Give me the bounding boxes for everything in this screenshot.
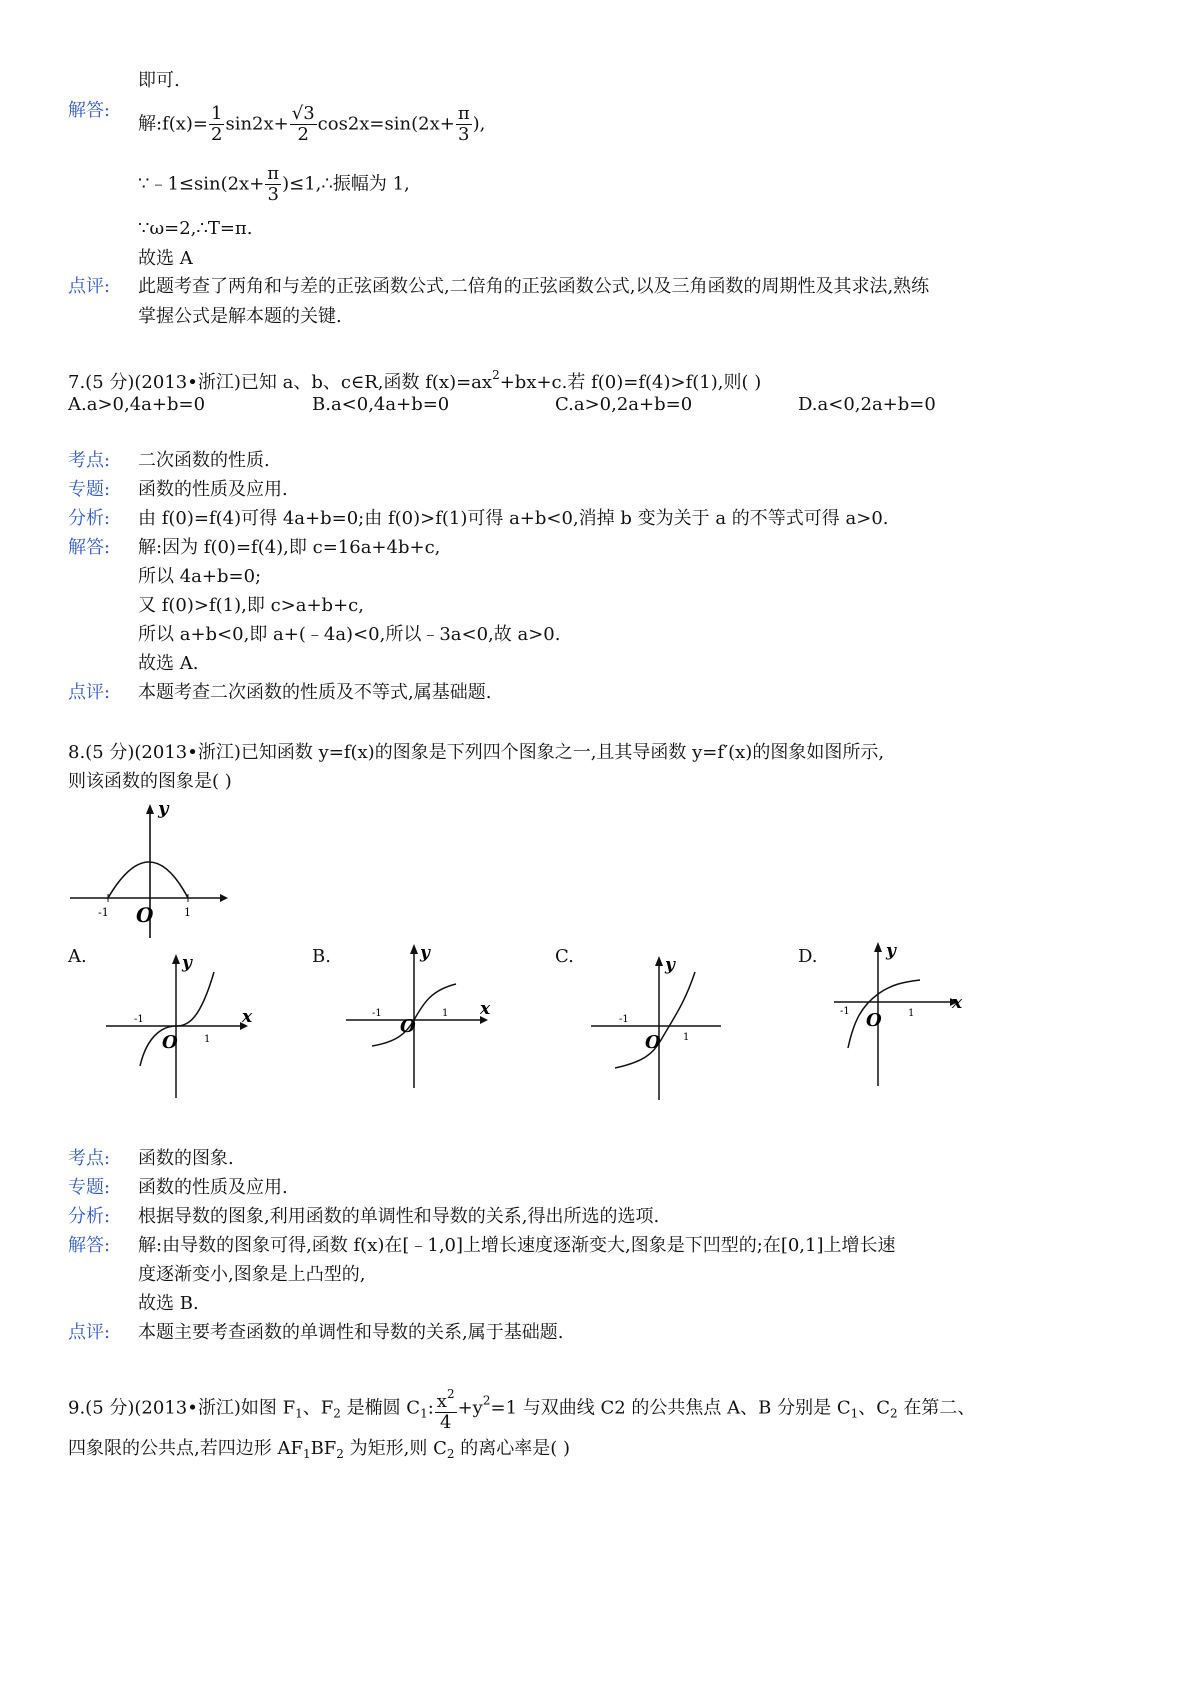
y-label: y — [182, 953, 192, 973]
fraction — [265, 164, 281, 205]
superscript: 2 — [482, 1393, 491, 1408]
q7-jieda-3: 又 f(0)>f(1),即 c>a+b+c, — [138, 595, 364, 616]
numerator — [435, 1384, 457, 1413]
q8-option-a-label: A. — [68, 946, 87, 967]
q8-fenxi: 根据导数的图象,利用函数的单调性和导数的关系,得出所选的选项. — [138, 1206, 660, 1227]
q7-option-c: C.a>0,2a+b=0 — [555, 394, 693, 415]
q7-option-a: A.a>0,4a+b=0 — [68, 394, 206, 415]
q7-jieda-2: 所以 4a+b=0; — [138, 566, 262, 587]
q8-kaodian: 函数的图象. — [138, 1148, 234, 1169]
numerator: √3 — [291, 103, 315, 124]
denominator: 2 — [211, 124, 223, 145]
y-axis-arrow — [172, 954, 180, 964]
fraction — [209, 104, 224, 145]
q8-option-c-label: C. — [555, 946, 574, 967]
q8-kaodian-label: 考点: — [68, 1148, 111, 1169]
fraction — [435, 1384, 457, 1433]
option-d-graph — [830, 936, 990, 1088]
origin-label: O — [400, 1016, 416, 1037]
q8-fenxi-label: 分析: — [68, 1206, 111, 1227]
origin-label: O — [136, 903, 154, 927]
q7-option-d: D.a<0,2a+b=0 — [798, 394, 936, 415]
y-axis-arrow — [655, 956, 663, 966]
text: +y — [457, 1397, 483, 1419]
tick-label-minus-one: -1 — [98, 906, 109, 919]
text: ), — [472, 113, 486, 135]
q8-dianping-label: 点评: — [68, 1322, 111, 1343]
origin-label: O — [162, 1032, 178, 1053]
q7-stem — [68, 362, 761, 396]
text: 解:f(x)= — [138, 113, 209, 135]
numerator: π — [267, 163, 280, 184]
answer-label: 解答: — [68, 100, 111, 121]
text: 是椭圆 C — [340, 1397, 421, 1419]
x-label: x — [952, 993, 963, 1013]
tick-label-one: 1 — [204, 1034, 211, 1045]
tick-label-one: 1 — [683, 1032, 690, 1043]
subscript: 2 — [890, 1406, 898, 1421]
text: 的离心率是( ) — [454, 1438, 571, 1459]
text: +bx+c.若 f(0)=f(4)>f(1),则( ) — [499, 372, 762, 393]
q7-zhuanti-label: 专题: — [68, 479, 111, 500]
q7-jieda-5: 故选 A. — [138, 653, 199, 674]
q8-jieda-2: 度逐渐变小,图象是上凸型的, — [138, 1264, 366, 1285]
denominator: 3 — [267, 184, 279, 205]
q7-jieda-1: 解:因为 f(0)=f(4),即 c=16a+4b+c, — [138, 537, 441, 558]
text: 7.(5 分)(2013•浙江)已知 a、b、c∈R,函数 f(x)=ax — [68, 372, 493, 393]
q8-jieda-3: 故选 B. — [138, 1293, 199, 1314]
q8-jieda-label: 解答: — [68, 1235, 111, 1256]
option-c-graph — [585, 950, 745, 1102]
text: cos2x=sin(2x+ — [317, 113, 455, 135]
origin-label: O — [645, 1032, 661, 1053]
q8-zhuanti-label: 专题: — [68, 1177, 111, 1198]
answer-line-2 — [138, 164, 410, 205]
q8-zhuanti: 函数的性质及应用. — [138, 1177, 288, 1198]
tick-label-one: 1 — [442, 1008, 449, 1019]
text: =1 与双曲线 C2 的公共焦点 A、B 分别是 C — [490, 1397, 851, 1419]
q8-jieda-1: 解:由导数的图象可得,函数 f(x)在[﹣1,0]上增长速度逐渐变大,图象是下凹型的;在[0,1]上增长速 — [138, 1235, 896, 1256]
q7-kaodian-label: 考点: — [68, 450, 111, 471]
text: 在第二、 — [897, 1397, 976, 1419]
y-axis-arrow — [874, 942, 882, 952]
q8-option-b-label: B. — [312, 946, 331, 967]
fraction — [290, 104, 317, 145]
text: ∵﹣1≤sin(2x+ — [138, 173, 265, 195]
q7-fenxi-label: 分析: — [68, 508, 111, 529]
tick-label-minus-one: -1 — [372, 1008, 382, 1019]
subscript: 2 — [336, 1447, 344, 1461]
text: sin2x+ — [225, 113, 289, 135]
text: : — [427, 1397, 434, 1419]
superscript: 2 — [492, 368, 500, 382]
q7-option-b: B.a<0,4a+b=0 — [312, 394, 450, 415]
answer-line-4: 故选 A — [138, 248, 193, 269]
y-axis-arrow — [146, 804, 154, 814]
tick-label-one: 1 — [184, 906, 191, 919]
tick-label-minus-one: -1 — [840, 1006, 850, 1017]
comment-line-1: 此题考查了两角和与差的正弦函数公式,二倍角的正弦函数公式,以及三角函数的周期性及其求法,熟练 — [138, 276, 930, 297]
text: 四象限的公共点,若四边形 AF — [68, 1438, 303, 1459]
text: BF — [310, 1438, 337, 1459]
text: x — [436, 1391, 447, 1412]
derivative-curve — [108, 862, 188, 898]
superscript: 2 — [446, 1387, 455, 1401]
text: 、F — [302, 1397, 334, 1419]
q7-zhuanti: 函数的性质及应用. — [138, 479, 288, 500]
origin-label: O — [866, 1010, 882, 1031]
comment-line-2: 掌握公式是解本题的关键. — [138, 306, 342, 327]
y-axis-arrow — [410, 944, 418, 954]
text: 9.(5 分)(2013•浙江)如图 F — [68, 1397, 296, 1419]
q7-kaodian: 二次函数的性质. — [138, 450, 270, 471]
comment-label: 点评: — [68, 276, 111, 297]
subscript: 1 — [295, 1406, 303, 1421]
subscript: 2 — [446, 1447, 455, 1461]
q9-stem-1 — [68, 1384, 975, 1433]
subscript: 2 — [333, 1406, 341, 1421]
text: 、C — [858, 1397, 891, 1419]
q7-jieda-label: 解答: — [68, 537, 111, 558]
numerator: 1 — [211, 103, 223, 124]
q8-stem-2: 则该函数的图象是( ) — [68, 771, 232, 792]
y-label: y — [886, 941, 896, 961]
y-label: y — [158, 800, 169, 819]
y-label: y — [665, 955, 675, 975]
tick-label-one: 1 — [908, 1008, 915, 1019]
subscript: 1 — [302, 1447, 311, 1461]
option-b-graph — [340, 938, 500, 1090]
q7-jieda-4: 所以 a+b<0,即 a+(﹣4a)<0,所以﹣3a<0,故 a>0. — [138, 624, 561, 645]
derivative-graph — [66, 800, 236, 940]
q9-stem-2 — [68, 1436, 570, 1467]
option-a-graph — [100, 948, 260, 1100]
x-label: x — [480, 999, 491, 1019]
answer-line-1 — [138, 104, 485, 145]
q7-dianping-label: 点评: — [68, 682, 111, 703]
answer-line-3: ∵ω=2,∴T=π. — [138, 218, 253, 239]
y-label: y — [420, 943, 430, 963]
denominator: 3 — [458, 124, 470, 145]
tick-label-minus-one: -1 — [619, 1014, 629, 1025]
prev-line: 即可. — [138, 70, 180, 91]
fraction — [456, 104, 472, 145]
denominator: 4 — [439, 1412, 452, 1433]
subscript: 1 — [420, 1406, 428, 1421]
q7-fenxi: 由 f(0)=f(4)可得 4a+b=0;由 f(0)>f(1)可得 a+b<0,消掉 b 变为关于 a 的不等式可得 a>0. — [138, 508, 889, 529]
text: 为矩形,则 C — [343, 1438, 447, 1459]
tick-label-minus-one: -1 — [134, 1014, 144, 1025]
text: )≤1,∴振幅为 1, — [282, 173, 410, 195]
q8-dianping: 本题主要考查函数的单调性和导数的关系,属于基础题. — [138, 1322, 564, 1343]
q7-dianping: 本题考查二次函数的性质及不等式,属基础题. — [138, 682, 492, 703]
q8-option-d-label: D. — [798, 946, 818, 967]
x-axis-arrow — [220, 894, 228, 902]
numerator: π — [457, 103, 470, 124]
q8-stem-1: 8.(5 分)(2013•浙江)已知函数 y=f(x)的图象是下列四个图象之一,且其导函数 y=f′(x)的图象如图所示, — [68, 742, 885, 763]
x-label: x — [242, 1007, 253, 1027]
subscript: 1 — [850, 1406, 859, 1421]
denominator: 2 — [297, 124, 309, 145]
